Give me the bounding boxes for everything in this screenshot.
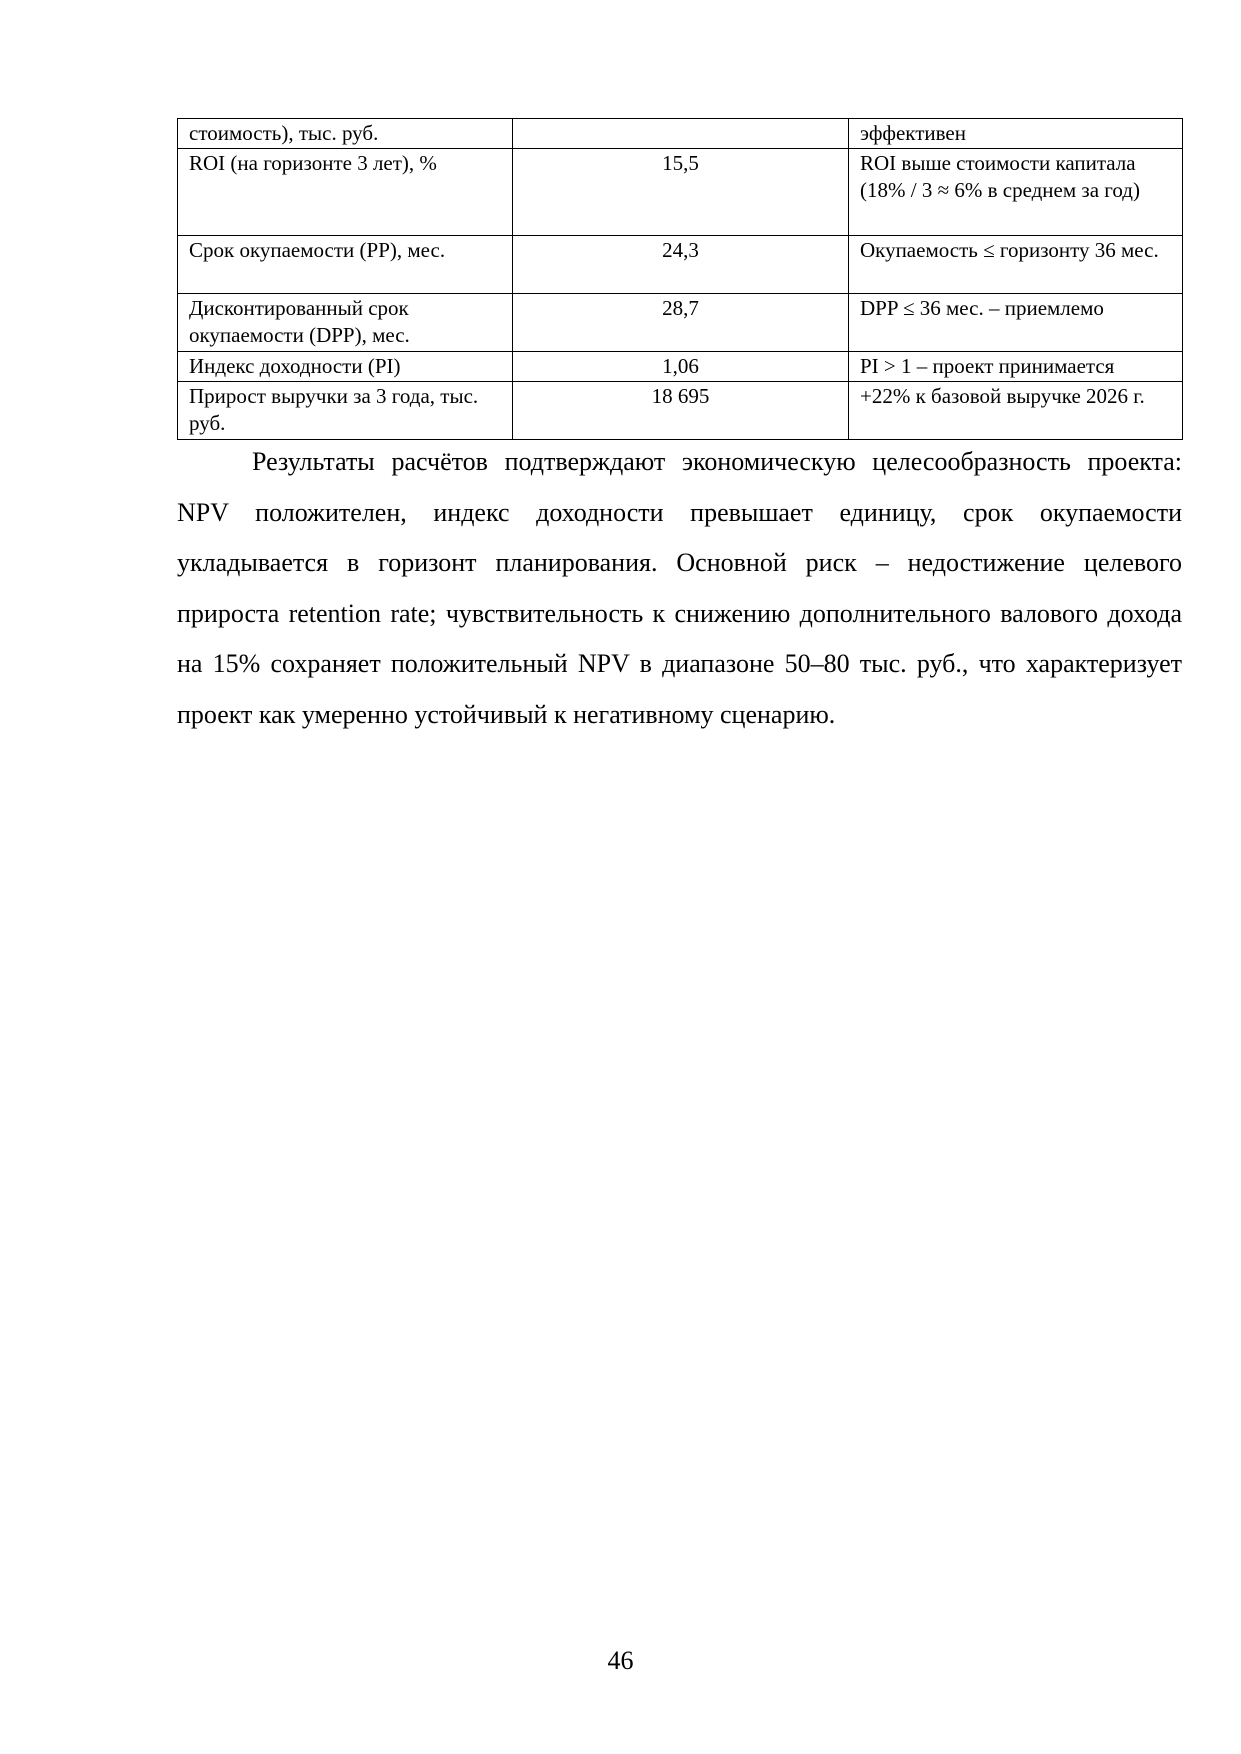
table-row	[178, 149, 1183, 236]
comment-cell: ROI выше стоимости капитала (18% / 3 ≈ 6% в среднем за год)	[849, 149, 1183, 236]
indicator-cell: стоимость), тыс. руб.	[178, 119, 513, 149]
indicator-cell: ROI (на горизонте 3 лет), %	[178, 149, 513, 236]
table-row	[178, 352, 1183, 382]
table-row	[178, 119, 1183, 149]
comment-cell: DPP ≤ 36 мес. – приемлемо	[849, 294, 1183, 352]
table-row	[178, 382, 1183, 440]
indicator-cell: Индекс доходности (PI)	[178, 352, 513, 382]
value-cell: 18 695	[513, 382, 849, 440]
metrics-table	[177, 118, 1183, 440]
indicator-cell: Прирост выручки за 3 года, тыс. руб.	[178, 382, 513, 440]
table-row	[178, 236, 1183, 294]
page-number: 46	[607, 1646, 634, 1675]
comment-cell: Окупаемость ≤ горизонту 36 мес.	[849, 236, 1183, 294]
value-cell: 24,3	[513, 236, 849, 294]
comment-cell: PI > 1 – проект принимается	[849, 352, 1183, 382]
conclusion-paragraph: Результаты расчётов подтверждают экономическую целесообразность проекта: NPV положителен, индекс доходности превышает единицу, срок окупаемости укладывается в горизонт планирования. Основной риск – недостижение целевого прироста retention rate; чувствительность к снижению дополнительного валового дохода на 15% сохраняет положительный NPV в диапазоне 50–80 тыс. руб., что характеризует проект как умеренно устойчивый к негативному сценарию.	[177, 447, 1182, 729]
comment-cell: +22% к базовой выручке 2026 г.	[849, 382, 1183, 440]
comment-cell: эффективен	[849, 119, 1183, 149]
value-cell: 28,7	[513, 294, 849, 352]
value-cell: 15,5	[513, 149, 849, 236]
indicator-cell: Дисконтированный срок окупаемости (DPP), мес.	[178, 294, 513, 352]
value-cell: 1,06	[513, 352, 849, 382]
indicator-cell: Срок окупаемости (PP), мес.	[178, 236, 513, 294]
table-row	[178, 294, 1183, 352]
value-cell	[513, 119, 849, 149]
